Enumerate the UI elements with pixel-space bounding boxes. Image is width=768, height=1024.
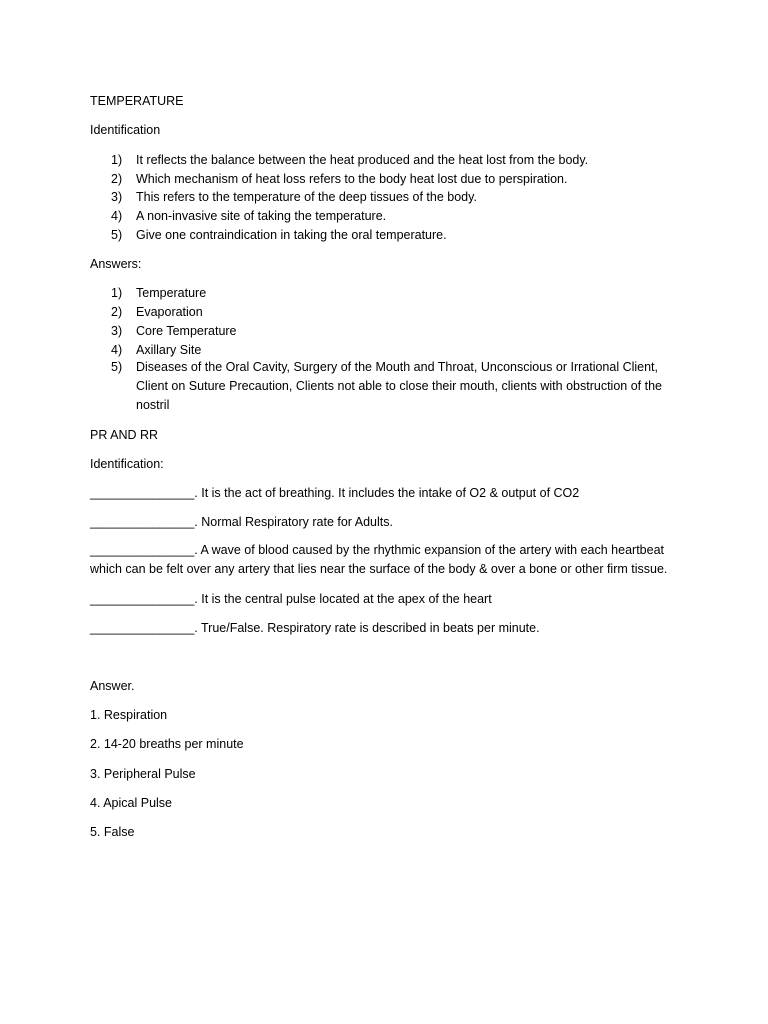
item-number: 5) — [111, 360, 123, 374]
answer-line: 2. 14-20 breaths per minute — [90, 737, 244, 751]
answer-item — [111, 323, 237, 339]
answer-label: Answer. — [90, 679, 135, 693]
item-text: Temperature — [136, 286, 207, 300]
item-number: 2) — [111, 305, 123, 319]
item-text: Which mechanism of heat loss refers to the body heat lost due to perspiration. — [136, 172, 568, 186]
question-item — [111, 189, 477, 205]
answer-item — [111, 342, 201, 358]
answer-item — [111, 304, 203, 320]
question-item — [111, 227, 447, 243]
identification-label: Identification — [90, 123, 161, 137]
item-number: 5) — [111, 228, 123, 242]
fill-blank-question: _______________. It is the central pulse located at the apex of the heart — [90, 592, 492, 606]
item-number: 3) — [111, 324, 123, 338]
answer-line: 1. Respiration — [90, 708, 168, 722]
answer-line: 5. False — [90, 825, 135, 839]
item-number: 4) — [111, 343, 123, 357]
question-item — [111, 208, 386, 224]
item-number: 2) — [111, 172, 123, 186]
item-text: It reflects the balance between the heat produced and the heat lost from the body. — [136, 153, 589, 167]
item-text: Core Temperature — [136, 324, 237, 338]
item-number: 4) — [111, 209, 123, 223]
answer-item — [111, 285, 206, 301]
section-heading-pr-rr: PR AND RR — [90, 428, 159, 442]
item-text: A non-invasive site of taking the temperature. — [136, 209, 387, 223]
item-text: This refers to the temperature of the deep tissues of the body. — [136, 190, 477, 204]
item-text: Evaporation — [136, 305, 203, 319]
fill-blank-question: _______________. A wave of blood caused by the rhythmic expansion of the artery with each heartbeat which can be felt over any artery that lies near the surface of the body & over a bone or other firm tissue. — [90, 543, 668, 576]
item-text: Diseases of the Oral Cavity, Surgery of the Mouth and Throat, Unconscious or Irrational Client, Client on Suture Precaution, Clients not able to close their mouth, clients with obstruction of the nostril — [136, 360, 662, 412]
answer-item — [111, 358, 691, 415]
item-text: Give one contraindication in taking the oral temperature. — [136, 228, 447, 242]
answer-line: 4. Apical Pulse — [90, 796, 172, 810]
answer-line: 3. Peripheral Pulse — [90, 767, 196, 781]
identification-label: Identification: — [90, 457, 164, 471]
section-heading-temperature: TEMPERATURE — [90, 94, 184, 108]
answers-label: Answers: — [90, 257, 142, 271]
question-item — [111, 171, 567, 187]
fill-blank-question: _______________. True/False. Respiratory rate is described in beats per minute. — [90, 621, 540, 635]
item-number: 3) — [111, 190, 123, 204]
fill-blank-question: _______________. It is the act of breathing. It includes the intake of O2 & output of CO2 — [90, 486, 580, 500]
item-number: 1) — [111, 153, 123, 167]
item-number: 1) — [111, 286, 123, 300]
item-text: Axillary Site — [136, 343, 202, 357]
question-item — [111, 152, 588, 168]
fill-blank-question: _______________. Normal Respiratory rate for Adults. — [90, 515, 393, 529]
